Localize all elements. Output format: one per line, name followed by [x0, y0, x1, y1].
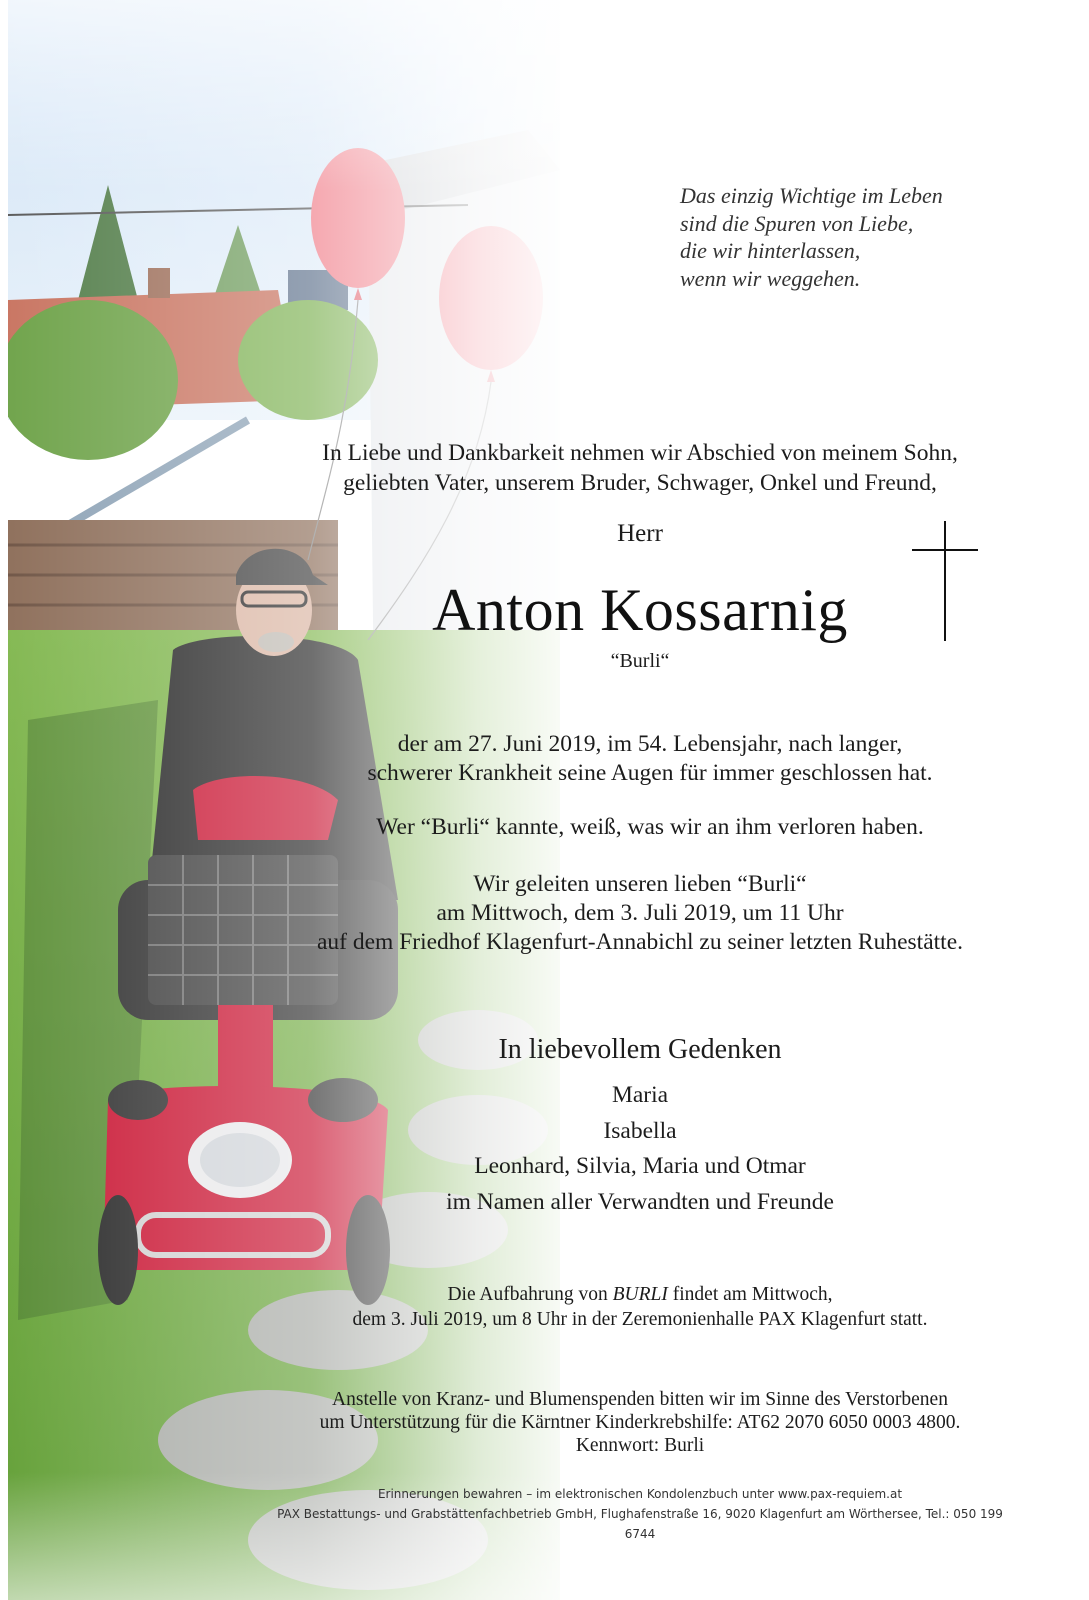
mourner-name: Maria	[611, 1082, 669, 1108]
viewing-name: BURLI	[612, 1284, 668, 1305]
memorial-photo-man-on-mobility-scooter-icon	[8, 0, 560, 1600]
viewing-line-1	[290, 1282, 990, 1307]
viewing-suffix: findet am Mittwoch,	[667, 1284, 833, 1305]
intro-line: In Liebe und Dankbarkeit nehmen wir Abschied von meinem Sohn,	[322, 440, 958, 466]
motto-line: sind die Spuren von Liebe,	[680, 210, 914, 236]
death-notice-line: schwerer Krankheit seine Augen für immer geschlossen hat.	[367, 760, 933, 786]
motto-line: wenn wir weggehen.	[680, 265, 861, 291]
viewing-line-2: dem 3. Juli 2019, um 8 Uhr in der Zeremonienhalle PAX Klagenfurt statt.	[352, 1309, 928, 1330]
viewing-prefix: Die Aufbahrung von	[447, 1284, 613, 1305]
funeral-info	[270, 870, 1010, 957]
donation-line: um Unterstützung für die Kärntner Kinderkrebshilfe: AT62 2070 6050 0003 4800.	[319, 1412, 961, 1433]
cross-icon	[912, 521, 978, 641]
footer-condolence-line: Erinnerungen bewahren – im elektronischen Kondolenzbuch unter www.pax-requiem.at	[377, 1487, 903, 1501]
donation-line: Anstelle von Kranz- und Blumenspenden bitten wir im Sinne des Verstorbenen	[332, 1389, 948, 1410]
intro-text	[280, 438, 1000, 498]
donation-line: Kennwort: Burli	[575, 1435, 705, 1456]
donation-info	[280, 1388, 1000, 1457]
footer-company-line: PAX Bestattungs- und Grabstättenfachbetrieb GmbH, Flughafenstraße 16, 9020 Klagenfurt am Wörthersee, Tel.: 050 199 6744	[277, 1507, 1003, 1541]
funeral-line: am Mittwoch, dem 3. Juli 2019, um 11 Uhr	[436, 900, 844, 926]
mourner-name: im Namen aller Verwandten und Freunde	[446, 1189, 834, 1215]
mourner-name: Leonhard, Silvia, Maria und Otmar	[474, 1153, 806, 1179]
quote: Wer “Burli“ kannte, weiß, was wir an ihm verloren haben.	[376, 814, 924, 840]
mourner-name: Isabella	[603, 1118, 677, 1144]
deceased-name: Anton Kossarnig	[432, 577, 848, 643]
funeral-line: auf dem Friedhof Klagenfurt-Annabichl zu seiner letzten Ruhestätte.	[316, 929, 964, 955]
funeral-line: Wir geleiten unseren lieben “Burli“	[473, 871, 807, 897]
motto-line: Das einzig Wichtige im Leben	[680, 183, 943, 208]
motto-poem	[680, 182, 1020, 292]
deceased-title: Herr	[617, 520, 663, 547]
deceased-nickname: “Burli“	[610, 650, 670, 672]
intro-line: geliebten Vater, unserem Bruder, Schwager, Onkel und Freund,	[343, 470, 937, 496]
death-notice-line: der am 27. Juni 2019, im 54. Lebensjahr, nach langer,	[397, 731, 903, 757]
death-notice	[300, 730, 1000, 788]
viewing-info	[290, 1282, 990, 1332]
memorial-photo	[8, 0, 560, 1600]
footer	[260, 1484, 1020, 1544]
motto-line: die wir hinterlassen,	[680, 238, 861, 263]
mourners-heading: In liebevollem Gedenken	[498, 1034, 782, 1065]
